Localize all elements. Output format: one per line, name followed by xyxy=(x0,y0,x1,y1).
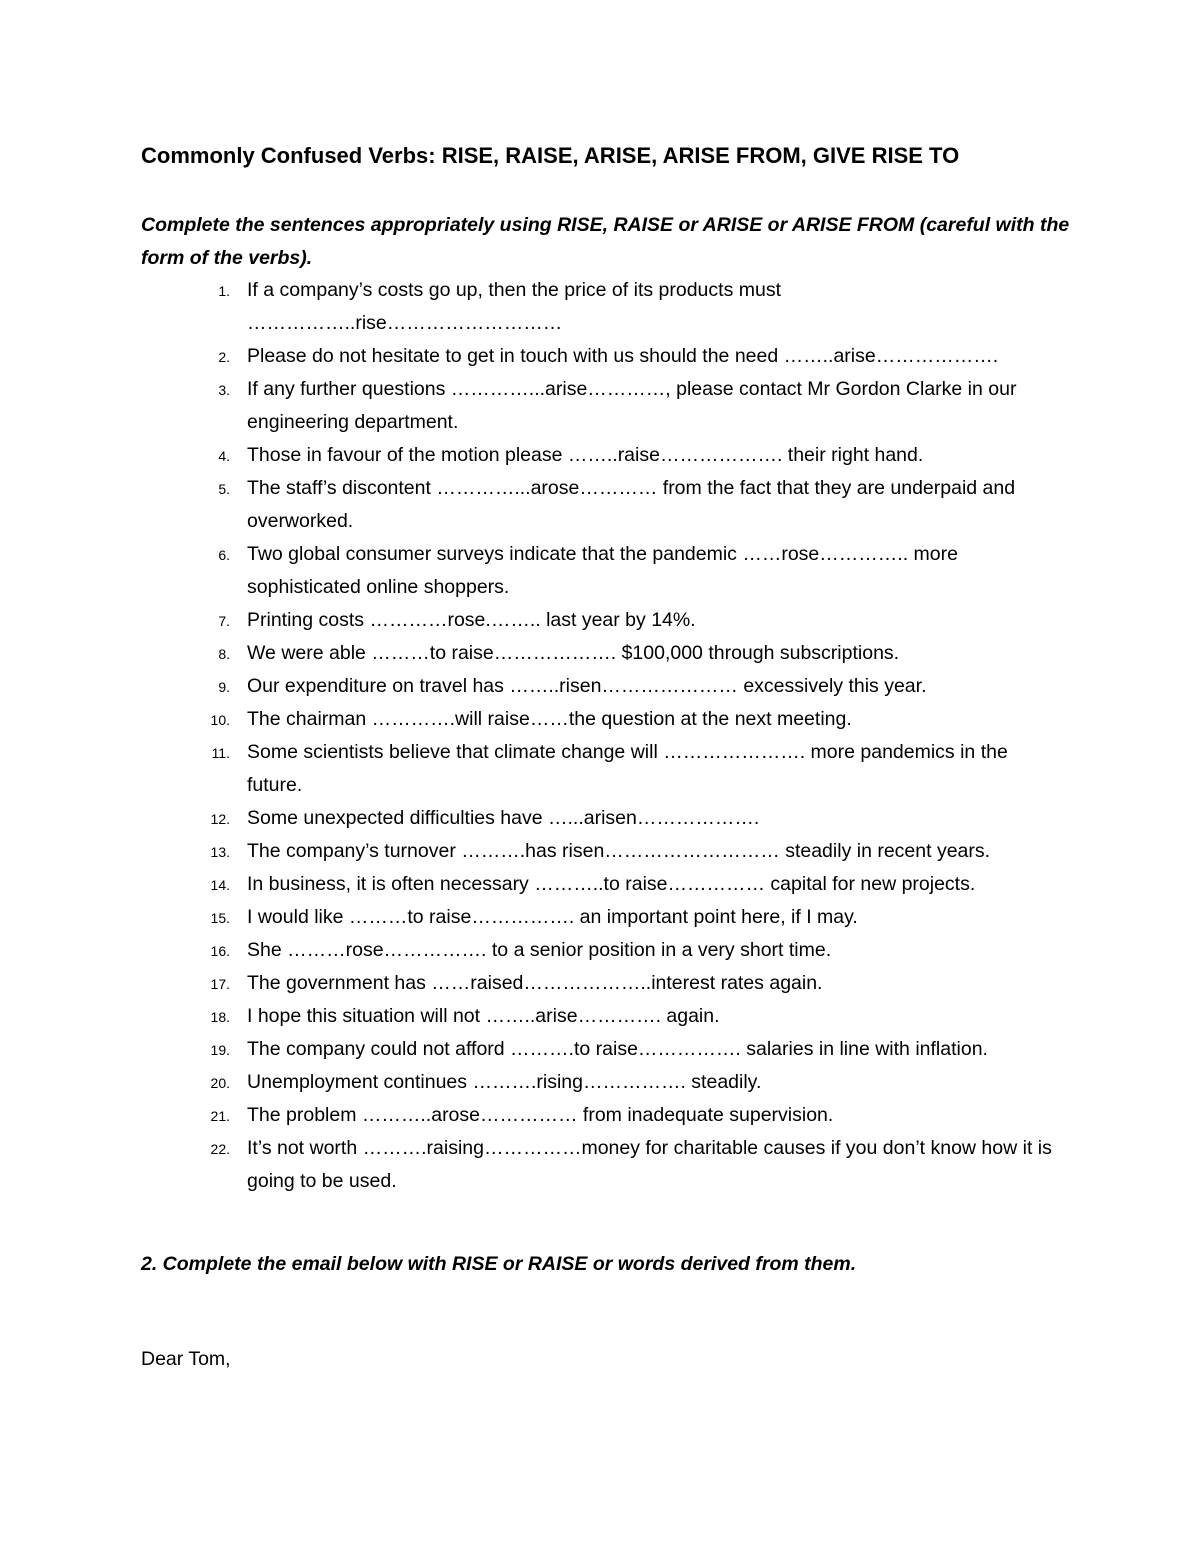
section-2-heading: 2. Complete the email below with RISE or RAISE or words derived from them. xyxy=(141,1253,857,1275)
list-item-text: It’s not worth ……….raising……………money for charitable causes if you don’t know how it is going to be used. xyxy=(247,1137,1052,1192)
list-item xyxy=(0,670,1200,703)
list-item-text: The company’s turnover ……….has risen……………………… steadily in recent years. xyxy=(247,840,991,862)
list-item xyxy=(0,472,1200,538)
list-item-number: 6. xyxy=(218,547,230,563)
list-item-number: 7. xyxy=(218,613,230,629)
list-item-text: In business, it is often necessary ………..to raise…………… capital for new projects. xyxy=(247,873,976,895)
list-item-text: Printing costs …………rose.…….. last year by 14%. xyxy=(247,609,696,631)
list-item-number: 4. xyxy=(218,448,230,464)
list-item-text: Those in favour of the motion please ……..raise………………. their right hand. xyxy=(247,444,924,466)
list-item-number: 15. xyxy=(210,910,230,926)
list-item-number: 9. xyxy=(218,679,230,695)
page-title: Commonly Confused Verbs: RISE, RAISE, ARISE, ARISE FROM, GIVE RISE TO xyxy=(141,143,960,168)
list-item xyxy=(0,703,1200,736)
list-item xyxy=(0,637,1200,670)
list-item-text: Our expenditure on travel has ……..risen………………… excessively this year. xyxy=(247,675,927,697)
list-item-text: The staff’s discontent …………...arose………… from the fact that they are underpaid and overworked. xyxy=(247,477,1016,532)
list-item-text: I would like ………to raise……………. an important point here, if I may. xyxy=(247,906,858,928)
list-item-number: 3. xyxy=(218,382,230,398)
list-item-text: I hope this situation will not ……..arise…………. again. xyxy=(247,1005,720,1027)
list-item-text: We were able ………to raise………………. $100,000 through subscriptions. xyxy=(247,642,900,664)
list-item xyxy=(0,802,1200,835)
list-item-text: Some scientists believe that climate change will …………………. more pandemics in the future. xyxy=(247,741,1008,796)
list-item-text: The company could not afford ……….to raise……………. salaries in line with inflation. xyxy=(247,1038,988,1060)
list-item-number: 2. xyxy=(218,349,230,365)
list-item-number: 1. xyxy=(218,283,230,299)
list-item xyxy=(0,967,1200,1000)
list-item-number: 16. xyxy=(210,943,230,959)
list-item xyxy=(0,736,1200,802)
list-item-number: 17. xyxy=(210,976,230,992)
list-item-number: 11. xyxy=(211,745,230,761)
list-item xyxy=(0,439,1200,472)
list-item xyxy=(0,1033,1200,1066)
list-item xyxy=(0,1066,1200,1099)
list-item xyxy=(0,274,1200,340)
exercise-list xyxy=(0,274,1200,1198)
list-item-number: 10. xyxy=(210,712,230,728)
list-item-text: She ………rose……………. to a senior position in a very short time. xyxy=(247,939,832,961)
list-item xyxy=(0,373,1200,439)
list-item-number: 13. xyxy=(210,844,230,860)
list-item xyxy=(0,604,1200,637)
list-item xyxy=(0,1132,1200,1198)
list-item-number: 18. xyxy=(210,1009,230,1025)
list-item xyxy=(0,340,1200,373)
list-item-text: Please do not hesitate to get in touch with us should the need ……..arise………………. xyxy=(247,345,999,367)
exercise-instruction: Complete the sentences appropriately using RISE, RAISE or ARISE or ARISE FROM (careful with the form of the verbs). xyxy=(141,214,1070,269)
list-item-number: 20. xyxy=(210,1075,230,1091)
list-item xyxy=(0,901,1200,934)
list-item-text: Two global consumer surveys indicate that the pandemic ……rose………….. more sophisticated online shoppers. xyxy=(247,543,958,598)
list-item-text: Some unexpected difficulties have …...arisen………………. xyxy=(247,807,760,829)
list-item xyxy=(0,934,1200,967)
list-item xyxy=(0,1000,1200,1033)
list-item-number: 5. xyxy=(218,481,230,497)
list-item xyxy=(0,538,1200,604)
list-item xyxy=(0,835,1200,868)
list-item-text: The problem ………..arose…………… from inadequate supervision. xyxy=(247,1104,834,1126)
list-item-text: Unemployment continues ……….rising……………. steadily. xyxy=(247,1071,762,1093)
list-item-text: If a company’s costs go up, then the price of its products must ……………..rise……………………… xyxy=(247,279,781,334)
list-item-text: The chairman ………….will raise……the question at the next meeting. xyxy=(247,708,852,730)
list-item-text: If any further questions …………...arise…………, please contact Mr Gordon Clarke in our engineering department. xyxy=(247,378,1017,433)
list-item-text: The government has ……raised………………..interest rates again. xyxy=(247,972,823,994)
list-item xyxy=(0,1099,1200,1132)
list-item-number: 21. xyxy=(210,1108,230,1124)
list-item-number: 22. xyxy=(210,1141,230,1157)
list-item-number: 19. xyxy=(210,1042,230,1058)
list-item-number: 8. xyxy=(218,646,230,662)
email-greeting: Dear Tom, xyxy=(141,1348,231,1370)
list-item xyxy=(0,868,1200,901)
list-item-number: 14. xyxy=(210,877,230,893)
list-item-number: 12. xyxy=(210,811,230,827)
